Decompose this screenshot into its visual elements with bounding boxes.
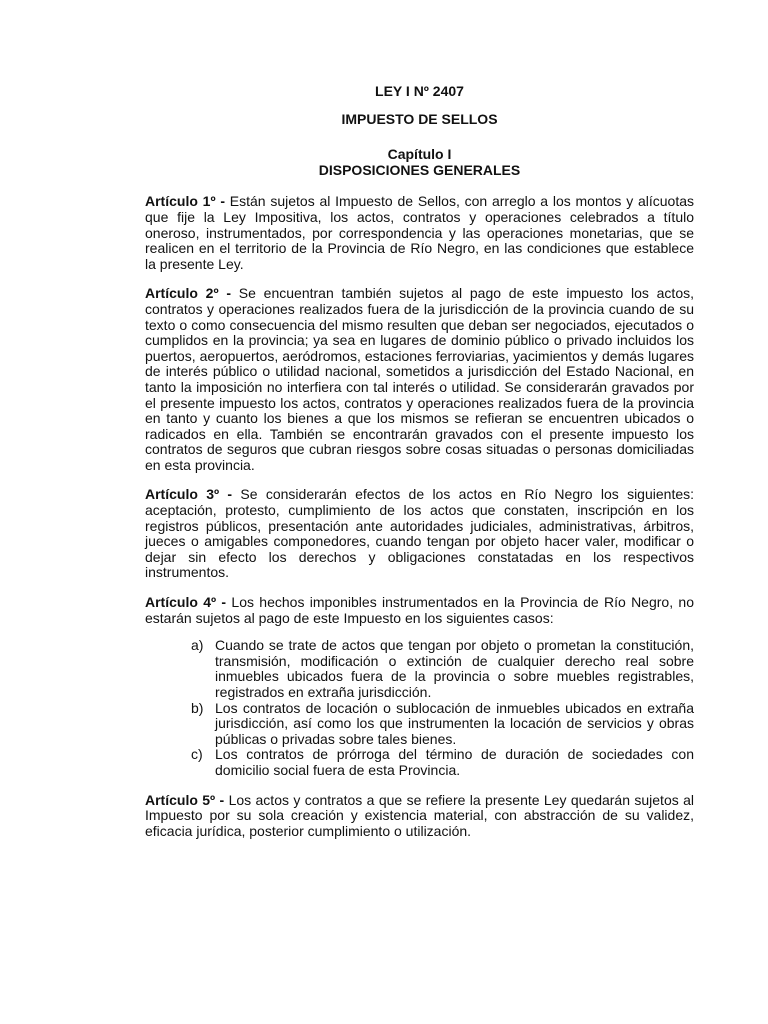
article-text: Se encuentran también sujetos al pago de este impuesto los actos, contratos y operaciones realizados fuera de la jurisdicción de la provincia cuando de su texto o como consecuencia del mismo resulten que deban ser negociados, ejecutados o cumplidos en la provincia; ya sea en lugares de dominio público o privado incluidos los puertos, aeropuertos, aeródromos, estaciones ferroviarias, yacimientos y demás lugares de interés público o utilidad nacional, sometidos a jurisdicción del Estado Nacional, en tanto la imposición no interfiera con tal interés o utilidad. Se considerarán gravados por el presente impuesto los actos, contratos y operaciones realizados fuera de la provincia en tanto y cuanto los bienes a que los mismos se refieran se encuentren ubicados o radicados en ella. También se encontrarán gravados con el presente impuesto los contratos de seguros que cubran riesgos sobre cosas situadas o personas domiciliadas en esta provincia. (145, 285, 694, 473)
list-item-text: Los contratos de prórroga del término de duración de sociedades con domicilio social fuera de esta Provincia. (215, 746, 694, 778)
list-marker: a) (191, 637, 204, 654)
list-marker: b) (191, 699, 204, 716)
article-text: Los hechos imponibles instrumentados en la Provincia de Río Negro, no estarán sujetos al pago de este Impuesto en los siguientes casos: (145, 594, 694, 626)
law-subject: IMPUESTO DE SELLOS (341, 110, 498, 127)
law-title: LEY I Nº 2407 (375, 83, 464, 99)
article-text: Se considerarán efectos de los actos en Río Negro los siguientes: aceptación, protesto, cumplimiento de los actos que constaten, inscripción en los registros públicos, presentación ante autoridades judiciales, administrativas, árbitros, jueces o amigables componedores, cuando tengan por objeto hacer valer, modificar o dejar sin efecto los derechos y obligaciones constatadas en los respectivos instrumentos. (145, 486, 695, 581)
article-text: Están sujetos al Impuesto de Sellos, con arreglo a los montos y alícuotas que fije la Ley Impositiva, los actos, contratos y operaciones celebrados a título oneroso, instrumentados, por correspondencia y las operaciones monetarias, que se realicen en el territorio de la Provincia de Río Negro, en las condiciones que establece la presente Ley. (145, 193, 695, 272)
article-text: Los actos y contratos a que se refiere la presente Ley quedarán sujetos al Impuesto por su sola creación y existencia material, con abstracción de su validez, eficacia jurídica, posterior cumplimiento o utilización. (145, 791, 695, 839)
list-item (191, 701, 694, 748)
article-3 (145, 487, 694, 581)
list-item-text: Los contratos de locación o sublocación de inmuebles ubicados en extraña jurisdicción, así como los que instrumenten la locación de servicios y obras públicas o privadas sobre tales bienes. (215, 699, 694, 747)
chapter-label: Capítulo I (387, 146, 452, 163)
article-5 (145, 793, 694, 840)
article-heading: Artículo 5º - (145, 791, 225, 808)
list-item (191, 638, 694, 700)
article-4-cases (191, 638, 694, 778)
article-heading: Artículo 3º - (145, 486, 233, 503)
article-2 (145, 286, 694, 473)
list-item (191, 747, 694, 778)
article-heading: Artículo 4º - (145, 594, 227, 611)
document-page (145, 84, 694, 853)
article-4 (145, 595, 694, 626)
chapter-name: DISPOSICIONES GENERALES (318, 161, 521, 178)
article-1 (145, 194, 694, 272)
list-marker: c) (191, 746, 203, 763)
list-item-text: Cuando se trate de actos que tengan por objeto o prometan la constitución, transmisión, modificación o extinción de cualquier derecho real sobre inmuebles ubicados fuera de la provincia o sobre muebles registrables, registrados en extraña jurisdicción. (215, 637, 694, 700)
article-heading: Artículo 2º - (145, 285, 231, 302)
article-heading: Artículo 1º - (145, 193, 225, 210)
